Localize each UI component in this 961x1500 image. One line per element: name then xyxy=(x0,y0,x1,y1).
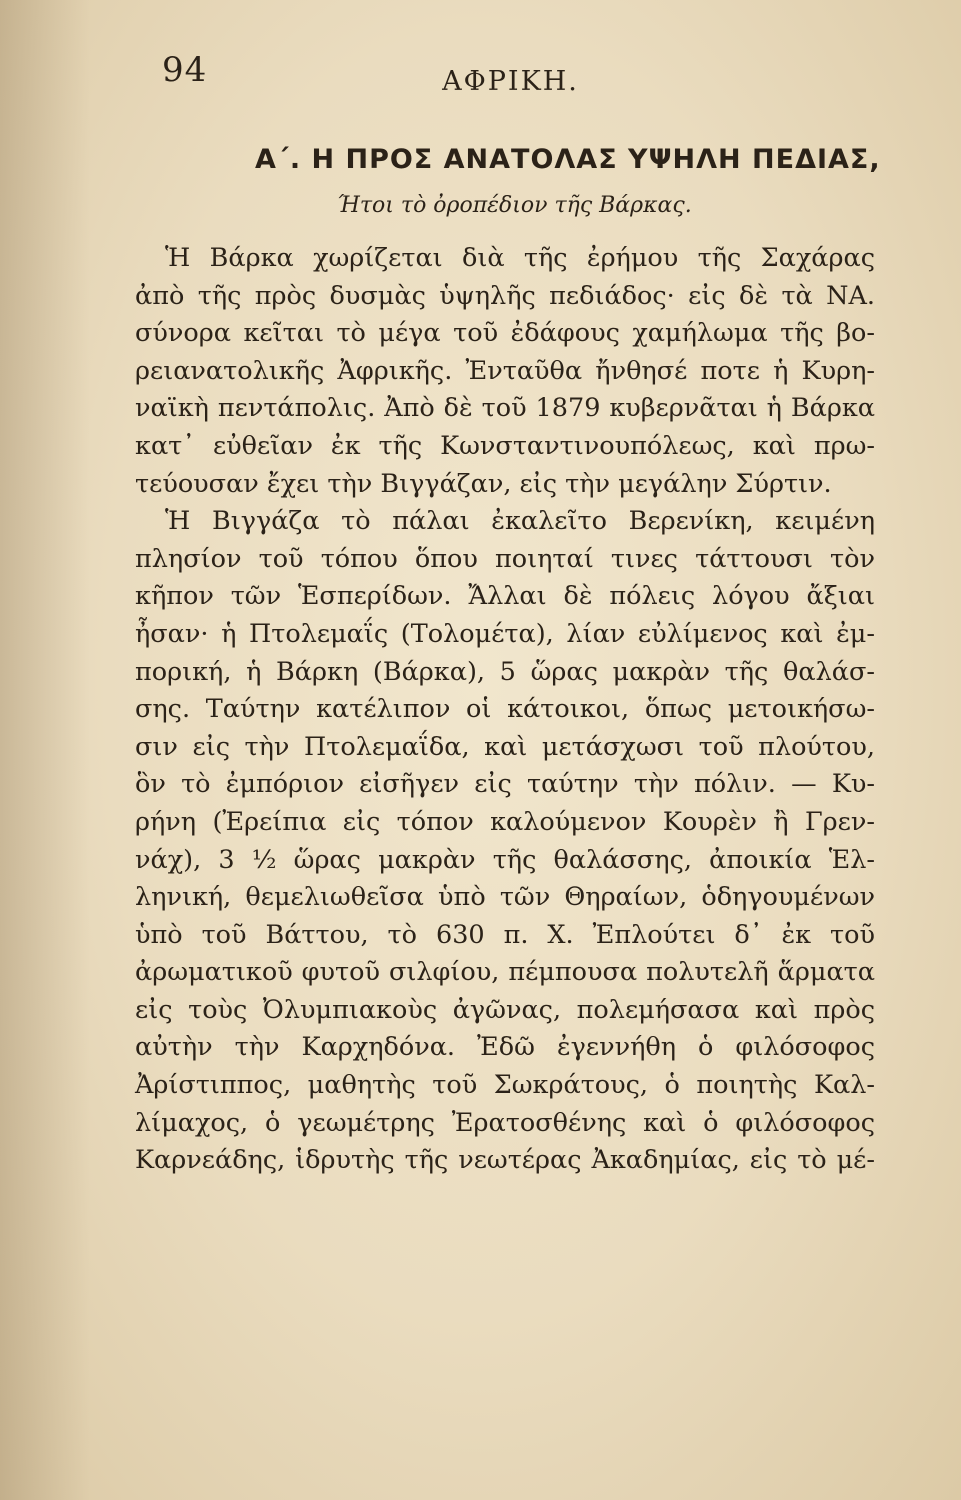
text-line: κατ᾿ εὐθεῖαν ἐκ τῆς Κωνσταντινουπόλεως, καὶ πρω- xyxy=(135,430,875,461)
text-line: κῆπον τῶν Ἑσπερίδων. Ἄλλαι δὲ πόλεις λόγου ἄξιαι xyxy=(135,581,875,612)
running-title: ΑΦΡΙΚΗ. xyxy=(442,66,579,97)
text-line: τεύουσαν ἔχει τὴν Βιγγάζαν, εἰς τὴν μεγάλην Σύρτιν. xyxy=(135,468,832,499)
text-line: Ἡ Βιγγάζα τὸ πάλαι ἐκαλεῖτο Βερενίκη, κειμένη xyxy=(165,506,875,537)
text-line: αὐτὴν τὴν Καρχηδόνα. Ἐδῶ ἐγεννήθη ὁ φιλόσοφος xyxy=(135,1032,875,1063)
text-line: εἰς τοὺς Ὀλυμπιακοὺς ἀγῶνας, πολεμήσασα καὶ πρὸς xyxy=(135,994,875,1025)
text-line: λίμαχος, ὁ γεωμέτρης Ἐρατοσθένης καὶ ὁ φιλόσοφος xyxy=(135,1107,875,1138)
text-line: ληνική, θεμελιωθεῖσα ὑπὸ τῶν Θηραίων, ὁδηγουμένων xyxy=(135,882,875,913)
text-line: ρειανατολικῆς Ἀφρικῆς. Ἐνταῦθα ἤνθησέ ποτε ἡ Κυρη- xyxy=(135,355,875,386)
text-line: ἀπὸ τῆς πρὸς δυσμὰς ὑψηλῆς πεδιάδος· εἰς δὲ τὰ ΝΑ. xyxy=(135,280,875,311)
text-line: ἀρωματικοῦ φυτοῦ σιλφίου, πέμπουσα πολυτελῆ ἅρματα xyxy=(135,957,875,988)
text-line: Ἀρίστιππος, μαθητὴς τοῦ Σωκράτους, ὁ ποιητὴς Καλ- xyxy=(135,1070,875,1101)
page-number: 94 xyxy=(162,50,208,90)
text-line: νάχ), 3 ½ ὥρας μακρὰν τῆς θαλάσσης, ἀποικία Ἑλ- xyxy=(135,844,875,875)
text-line: σιν εἰς τὴν Πτολεμαΐδα, καὶ μετάσχωσι τοῦ πλούτου, xyxy=(135,731,875,762)
text-line: Καρνεάδης, ἱδρυτὴς τῆς νεωτέρας Ἀκαδημίας, εἰς τὸ μέ- xyxy=(135,1145,875,1176)
section-heading: Α΄. Η ΠΡΟΣ ΑΝΑΤΟΛΑΣ ΥΨΗΛΗ ΠΕΔΙΑΣ, xyxy=(255,144,881,175)
text-line: πλησίον τοῦ τόπου ὅπου ποιηταί τινες τάττουσι τὸν xyxy=(135,543,875,574)
spine-shadow xyxy=(0,0,90,1500)
text-line: σης. Ταύτην κατέλιπον οἱ κάτοικοι, ὅπως μετοικήσω- xyxy=(135,694,875,725)
section-subheading: Ήτοι τὸ ὀροπέδιον τῆς Βάρκας. xyxy=(337,193,692,218)
text-line: ναϊκὴ πεντάπολις. Ἀπὸ δὲ τοῦ 1879 κυβερνᾶται ἡ Βάρκα xyxy=(135,393,875,424)
text-line: ἦσαν· ἡ Πτολεμαΐς (Τολομέτα), λίαν εὐλίμενος καὶ ἐμ- xyxy=(135,618,875,649)
text-line: ὑπὸ τοῦ Βάττου, τὸ 630 π. Χ. Ἐπλούτει δ᾿ ἐκ τοῦ xyxy=(135,919,875,950)
body-text xyxy=(135,240,875,1180)
text-line: πορική, ἡ Βάρκη (Βάρκα), 5 ὥρας μακρὰν τῆς θαλάσ- xyxy=(135,656,875,687)
text-line: Ἡ Βάρκα χωρίζεται διὰ τῆς ἐρήμου τῆς Σαχάρας xyxy=(165,243,875,273)
text-line: ὃν τὸ ἐμπόριον εἰσῆγεν εἰς ταύτην τὴν πόλιν. — Κυ- xyxy=(135,769,875,800)
text-line: ρήνη (Ἐρείπια εἰς τόπον καλούμενον Κουρὲν ἢ Γρεν- xyxy=(135,806,875,837)
text-line: σύνορα κεῖται τὸ μέγα τοῦ ἐδάφους χαμήλωμα τῆς βο- xyxy=(135,318,875,349)
